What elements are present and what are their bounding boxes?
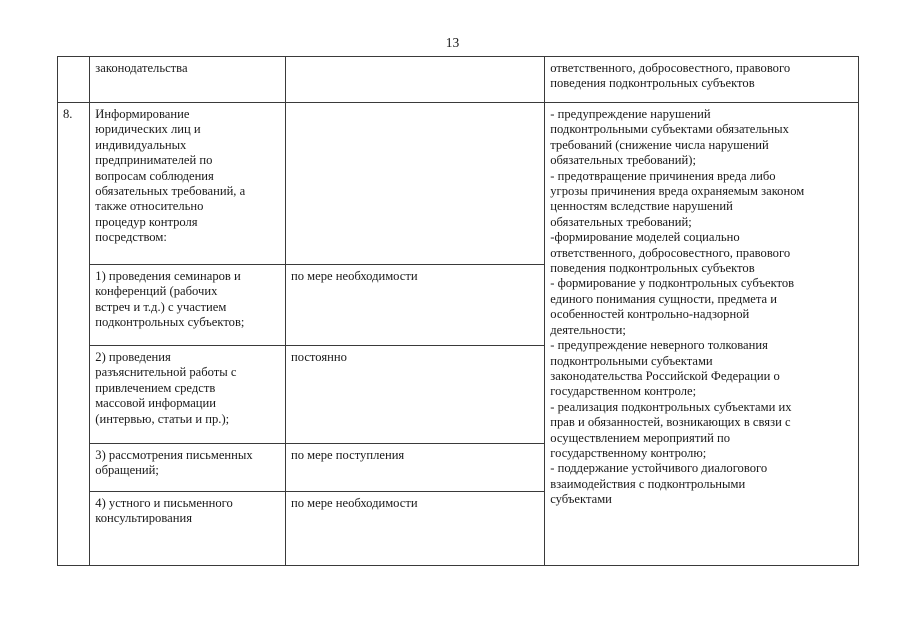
result-line: поведения подконтрольных субъектов [550,261,755,276]
page-number: 13 [445,35,460,50]
subitem-line: 1) проведения семинаров и [95,269,241,283]
subitem-line: 2) проведения [95,350,171,364]
subitem-line: (интервью, статьи и пр.); [95,411,230,426]
cell-continuation-text [90,57,286,103]
subitem-line: встреч и т.д.) с участием [95,299,227,314]
period-text: постоянно [290,350,347,364]
subitem-line: 3) рассмотрения письменных [95,448,253,462]
cell-expected-results [545,103,859,566]
result-line: субъектами [550,492,612,507]
intro-line: индивидуальных [95,137,187,152]
result-line: - поддержание устойчивого диалогового [550,461,768,476]
result-line: - предотвращение причинения вреда либо [550,168,776,183]
result-line: особенностей контрольно-надзорной [550,307,750,322]
cell-subitem-text [90,346,286,444]
result-line: - предупреждение неверного толкования [550,338,768,353]
result-line: прав и обязанностей, возникающих в связи с [550,415,791,430]
result-line: законодательства Российской Федерации о [550,368,780,383]
row-number: 8. [63,107,73,121]
cell-period-empty [285,57,544,103]
subitem-line: обращений; [95,463,159,478]
cell-subitem-text [90,444,286,492]
result-line: требований (снижение числа нарушений [550,137,769,152]
result-line: взаимодействия с подконтрольными [550,476,746,491]
result-line: ответственного, добросовестного, правового [550,245,791,260]
result-line: угрозы причинения вреда охраняемым законом [550,184,805,199]
result-line: единого понимания сущности, предмета и [550,291,778,306]
subitem-line: разъяснительной работы с [95,365,237,380]
result-line: осуществлением мероприятий по [550,430,731,445]
cell-intro-text [90,103,286,265]
result-line: подконтрольными субъектами [550,353,713,368]
period-text: по мере поступления [290,448,405,462]
cell-subitem-period [285,265,544,346]
cell-number-empty [58,57,90,103]
result-line: - реализация подконтрольных субъектами их [550,399,792,414]
result-line: - предупреждение нарушений [550,107,711,121]
result-line: поведения подконтрольных субъектов [550,76,755,91]
result-line: - формирование у подконтрольных субъектов [550,276,795,291]
intro-line: предпринимателей по [95,153,213,168]
period-text: по мере необходимости [290,496,418,510]
cell-subitem-period [285,492,544,566]
measures-table [57,56,859,566]
cell-subitem-period [285,346,544,444]
result-line: деятельности; [550,322,626,337]
intro-line: также относительно [95,199,204,214]
result-line: ответственного, добросовестного, правового [550,61,791,75]
subitem-line: подконтрольных субъектов; [95,315,245,330]
result-line: -формирование моделей социально [550,230,740,245]
cell-row-number [58,103,90,566]
period-text: по мере необходимости [290,269,418,283]
intro-line: обязательных требований, а [95,184,246,199]
subitem-line: 4) устного и письменного [95,496,233,510]
cell-subitem-text [90,265,286,346]
cell-continuation-result [545,57,859,103]
table-row-continuation [58,57,859,103]
cell-subitem-text [90,492,286,566]
result-line: обязательных требований; [550,214,692,229]
subitem-line: массовой информации [95,396,217,411]
cell-subitem-period [285,444,544,492]
subitem-line: привлечением средств [95,380,216,395]
result-line: обязательных требований); [550,153,696,168]
subitem-line: конференций (рабочих [95,284,218,299]
cell-period-empty [285,103,544,265]
result-line: ценностям вследствие нарушений [550,199,733,214]
result-line: государственном контроле; [550,384,697,399]
intro-line: Информирование [95,107,190,121]
subitem-line: консультирования [95,511,192,526]
table-row-8-intro [58,103,859,265]
intro-line: вопросам соблюдения [95,168,214,183]
result-line: государственному контролю; [550,445,707,460]
intro-line: процедур контроля [95,214,198,229]
result-line: подконтрольными субъектами обязательных [550,122,789,137]
continuation-text: законодательства [95,61,188,75]
intro-line: юридических лиц и [95,122,201,137]
intro-line: посредством: [95,230,167,245]
